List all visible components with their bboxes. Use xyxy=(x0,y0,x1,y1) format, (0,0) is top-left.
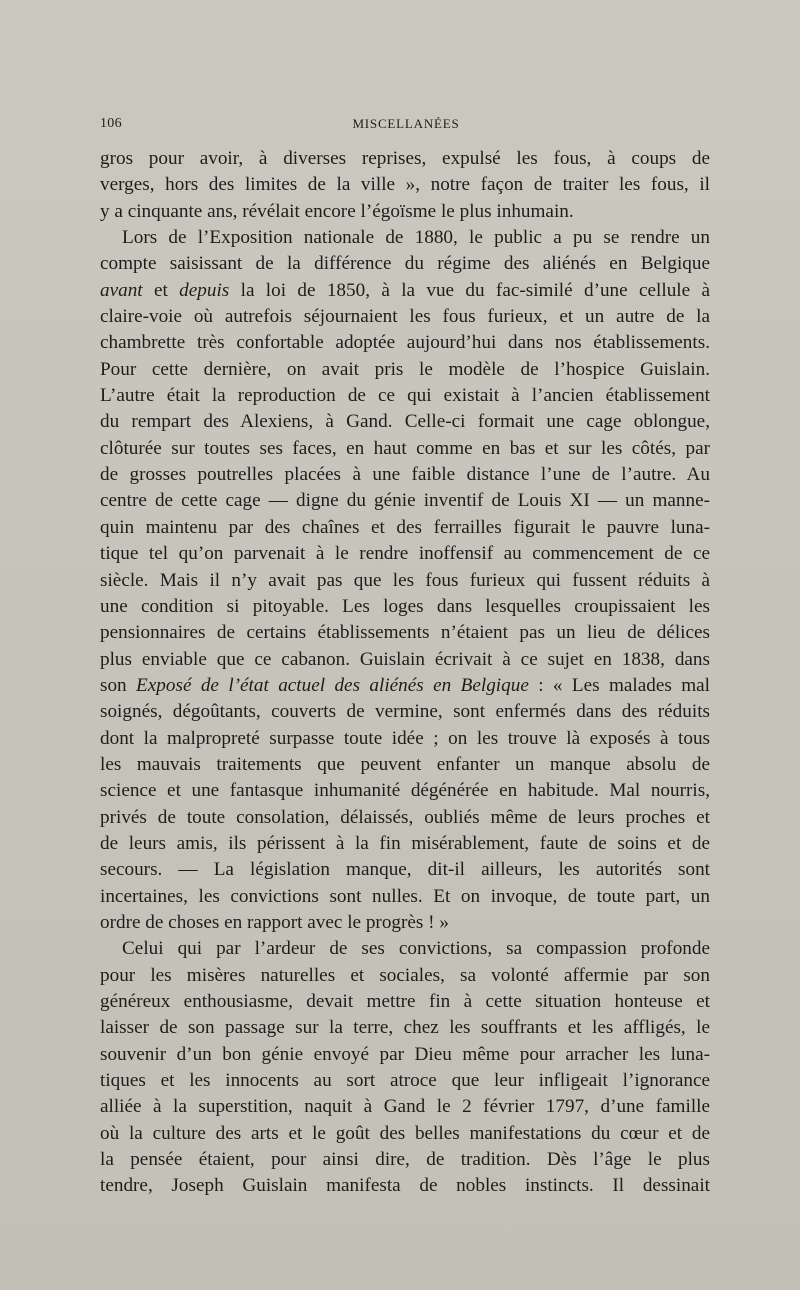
text-line: centre de cette cage — digne du génie inventif de Louis XI — un manne- xyxy=(100,490,710,512)
text-line: gros pour avoir, à diverses reprises, expulsé les fous, à coups de xyxy=(100,148,710,169)
italic-text: avant xyxy=(100,279,143,301)
text-line: siècle. Mais il n’y avait pas que les fous furieux qui fussent réduits à xyxy=(100,569,710,591)
text-line: Celui qui par l’ardeur de ses convictions, sa compassion profonde xyxy=(122,938,710,960)
text-line: clôturée sur toutes ses faces, en haut comme en bas et sur les côtés, par xyxy=(100,437,710,459)
body-text xyxy=(100,146,710,1200)
text-line: claire-voie où autrefois séjournaient les fous furieux, et un autre de la xyxy=(100,306,710,328)
text-line: généreux enthousiasme, devait mettre fin à cette situation honteuse et xyxy=(100,991,710,1012)
text-line xyxy=(100,278,710,304)
text-line: y a cinquante ans, révélait encore l’égoïsme le plus inhumain. xyxy=(100,200,574,222)
text-line: plus enviable que ce cabanon. Guislain écrivait à ce sujet en 1838, dans xyxy=(100,648,710,670)
text-line: une condition si pitoyable. Les loges dans lesquelles croupissaient les xyxy=(100,595,710,617)
page-header xyxy=(100,116,712,136)
text-line: de grosses poutrelles placées à une faible distance l’une de l’autre. Au xyxy=(100,464,710,486)
text-line: Pour cette dernière, on avait pris le modèle de l’hospice Guislain. xyxy=(100,358,710,380)
page-number: 106 xyxy=(100,116,122,131)
text-line: privés de toute consolation, délaissés, oubliés même de leurs proches et xyxy=(100,806,710,828)
running-title: MISCELLANÉES xyxy=(352,116,460,131)
text-line xyxy=(100,673,710,699)
text-line: verges, hors des limites de la ville », notre façon de traiter les fous, il xyxy=(100,174,710,196)
text-line: chambrette très confortable adoptée aujourd’hui dans nos établissements. xyxy=(100,332,710,354)
text-line: du rempart des Alexiens, à Gand. Celle-ci formait une cage oblongue, xyxy=(100,411,710,433)
text-line: tendre, Joseph Guislain manifesta de nobles instincts. Il dessinait xyxy=(100,1175,710,1197)
text-line: où la culture des arts et le goût des belles manifestations du cœur et de xyxy=(100,1122,710,1144)
text-line: pensionnaires de certains établissements n’étaient pas un lieu de délices xyxy=(100,622,710,644)
italic-text: Exposé de l’état actuel des aliénés en Belgique xyxy=(136,674,529,696)
text-line: soignés, dégoûtants, couverts de vermine, sont enfermés dans des réduits xyxy=(100,701,710,723)
text-segment: et xyxy=(142,279,180,301)
text-line: compte saisissant de la différence du régime des aliénés en Belgique xyxy=(100,253,710,275)
text-line: L’autre était la reproduction de ce qui existait à l’ancien établissement xyxy=(100,385,710,407)
text-line: secours. — La législation manque, dit-il ailleurs, les autorités sont xyxy=(100,859,710,881)
text-line: de leurs amis, ils périssent à la fin misérablement, faute de soins et de xyxy=(100,832,710,854)
text-line: Lors de l’Exposition nationale de 1880, le public a pu se rendre un xyxy=(122,227,710,249)
text-segment: : « Les malades mal xyxy=(528,674,711,696)
italic-text: depuis xyxy=(179,279,230,301)
text-line: souvenir d’un bon génie envoyé par Dieu même pour arracher les luna- xyxy=(100,1043,710,1065)
text-line: tique tel qu’on parvenait à le rendre inoffensif au commencement de ce xyxy=(100,543,710,565)
text-line: pour les misères naturelles et sociales, sa volonté affermie par son xyxy=(100,964,710,986)
text-line: science et une fantasque inhumanité dégénérée en habitude. Mal nourris, xyxy=(100,780,710,802)
text-line: alliée à la superstition, naquit à Gand le 2 février 1797, d’une famille xyxy=(100,1096,710,1118)
text-segment: la loi de 1850, à la vue du fac-similé d’une cellule à xyxy=(229,279,710,301)
text-line: laisser de son passage sur la terre, chez les souffrants et les affligés, le xyxy=(100,1017,710,1039)
text-line: incertaines, les convictions sont nulles. Et on invoque, de toute part, un xyxy=(100,885,710,907)
text-line: les mauvais traitements que peuvent enfanter un manque absolu de xyxy=(100,753,710,775)
text-line: dont la malpropreté surpasse toute idée ; on les trouve là exposés à tous xyxy=(100,727,710,749)
text-segment: son xyxy=(100,674,137,696)
text-line: la pensée étaient, pour ainsi dire, de tradition. Dès l’âge le plus xyxy=(100,1149,710,1171)
text-line: ordre de choses en rapport avec le progrès ! » xyxy=(100,911,449,933)
text-line: tiques et les innocents au sort atroce que leur infligeait l’ignorance xyxy=(100,1070,710,1092)
text-line: quin maintenu par des chaînes et des ferrailles figurait le pauvre luna- xyxy=(100,516,710,538)
